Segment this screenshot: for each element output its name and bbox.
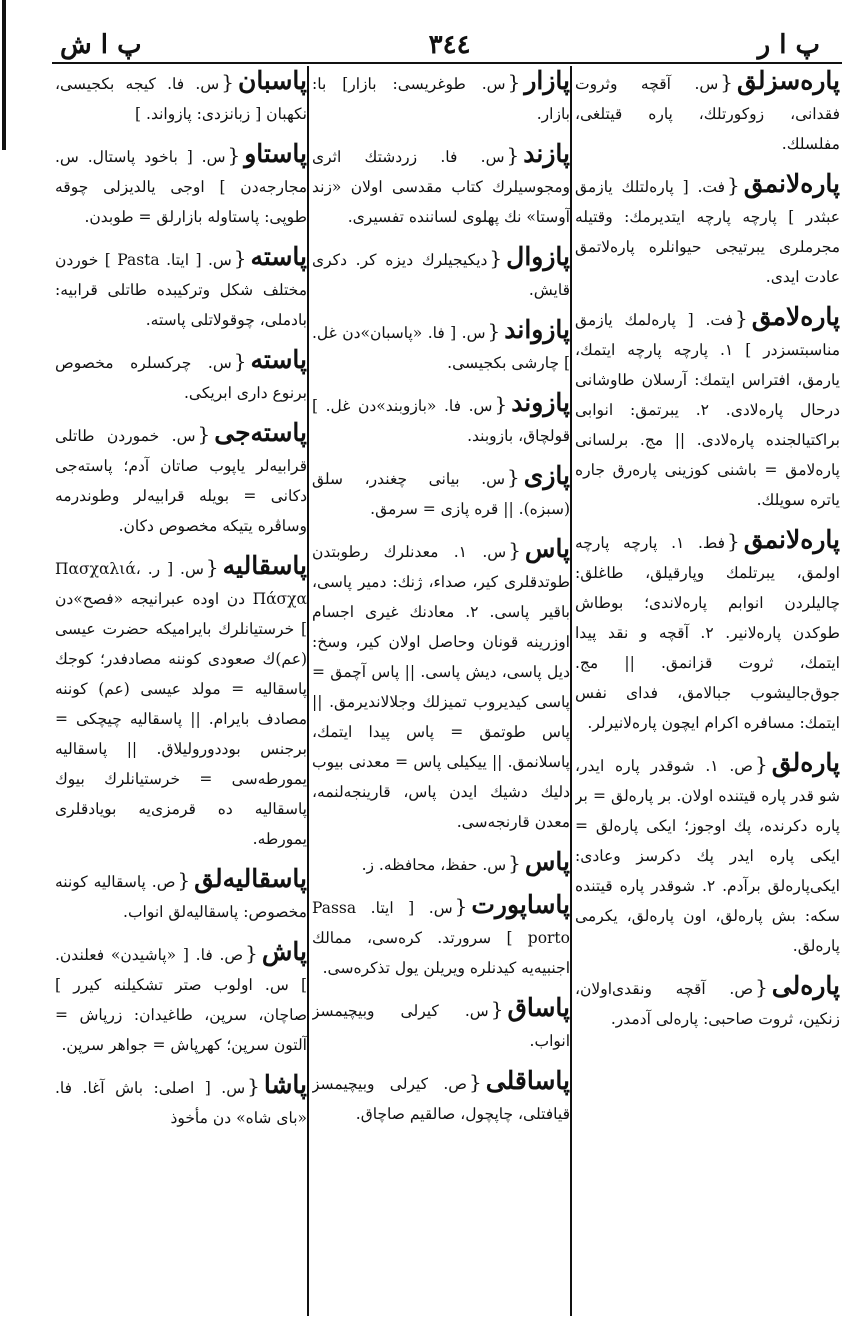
definition-text: س. حفظ، محافظه. ز. (361, 856, 507, 874)
headword: پاشا (263, 1070, 307, 1099)
brace-glyph: { (177, 868, 191, 892)
definition-text: ص. کیرلی وبیچیمسز قیافتلی، چاپچول، صالقیم صاچاق. (312, 1075, 570, 1123)
column-left (55, 66, 307, 1316)
brace-glyph: { (508, 851, 521, 875)
dictionary-entry (312, 66, 570, 129)
definition-text: ص. فا. [ «پاشیدن» فعلندن. ] س. اولوب صتر تشکیلنه کیرر ] صاچان، سرپن، طاغیدان: زرپاش = آلتون سرپن؛ کهرپاش = جواهر سرپن. (55, 946, 307, 1054)
headword: پازند (523, 139, 570, 168)
brace-glyph: { (197, 422, 211, 446)
dictionary-entry (312, 1066, 570, 1129)
headword: پازوند (511, 388, 570, 417)
headword: پاساق (507, 993, 570, 1022)
definition-text: س. خموردن طاتلی قرابیه‌لر یاپوب صاتان آدم؛ پاسته‌جی دکانی = بویله قرابیه‌لر وطوندرمه وساڤره یتیکه مخصوص دکان. (55, 427, 307, 535)
dictionary-entry (55, 1070, 307, 1133)
definition-text: س. طوغریسی: بازار] با: بازار. (312, 75, 570, 123)
headword: پاره‌لی (771, 971, 840, 1000)
definition-text: ص. پاسقالیه کوننه مخصوص: پاسقالیه‌لق انواب. (55, 873, 307, 921)
definition-text: س. فا. زردشتك اثری ومجوسیلرك کتاب مقدسی اولان «زند آوستا» نك پهلوی لساننده تفسیری. (312, 148, 570, 226)
headword: پاس (524, 847, 570, 876)
dictionary-entry (575, 525, 840, 738)
definition-text: س. [ ایتا. Passa porto ] سرورتد. کره‌سی، ممالك اجنبیه‌یه کیدنلره ویریلن یول تذکره‌سی. (312, 899, 570, 977)
brace-glyph: { (233, 349, 247, 373)
definition-text: س. [ اصلی: باش آغا. فا. «بای شاه» دن مأخوذ (55, 1079, 307, 1127)
header-left-letters: پ ا ش (60, 30, 142, 60)
dictionary-entry (312, 847, 570, 880)
dictionary-entry (312, 461, 570, 524)
dictionary-entry (55, 418, 307, 541)
dictionary-entry (312, 993, 570, 1056)
headword: پاسته (250, 242, 307, 271)
brace-glyph: { (489, 246, 503, 270)
definition-text: س. کیرلی وبیچیمسز انواب. (312, 1002, 570, 1050)
definition-text: ص. آقچه ونقدی‌اولان، زنکین، ثروت صاحبی: پاره‌لی آدمدر. (575, 980, 840, 1028)
header-right-letters: پ ا ر (757, 30, 820, 60)
column-divider (570, 66, 572, 1316)
header-rule (52, 62, 842, 64)
brace-glyph: { (507, 70, 521, 94)
headword: پاس (524, 534, 570, 563)
dictionary-entry (55, 66, 307, 129)
brace-glyph: { (205, 555, 219, 579)
brace-glyph: { (233, 246, 247, 270)
headword: پاسته (250, 345, 307, 374)
headword: پازی (523, 461, 570, 490)
brace-glyph: { (735, 306, 748, 330)
brace-glyph: { (755, 975, 768, 999)
dictionary-entry (312, 315, 570, 378)
dictionary-entry (55, 937, 307, 1060)
definition-text: س. چرکسلره مخصوص برنوع داری ابریکی. (55, 354, 307, 402)
headword: پاره‌لانمق (743, 169, 840, 198)
page-number: ٣٤٤ (428, 30, 471, 60)
definition-text: س. ١. معدنلرك رطوبتدن طوتدقلری کیر، صداء، ژنك: دمیر پاسی، باقیر پاسی. ٢. معادنك غیری اجسام اوزرینه قونان وحاصل اولان کیر، وسخ: دیل پاسی، دیش پاسی. || پاس آچمق = پاسی کیدیروب تمیزلك وجلالاندیرمق. || پاس طوتمق = پاس پیدا ایتمك، پاسلانمق. || ییکیلی پاس = معدنی بیوب دلیك دشیك ایدن پاس، قارینجه‌لنمه، معدن قارنجه‌سی. (312, 543, 570, 831)
headword: پاسبان (237, 66, 307, 95)
definition-text: دیکیجیلرك دیزه کر. دکری قایش. (312, 251, 570, 299)
definition-text: فط. ١. پارچه پارچه اولمق، یبرتلمك وپارقیلق، طاغلق: چالیلردن انوابم پاره‌لاندی؛ بوطاش طوکدن پاره‌لانیر. ٢. آقچه و نقد پیدا ایتمك، ثروت قزانمق. || مج. جوق‌جالیشوب جبالامق، فدای نفس ایتمك: مسافره اکرام ایچون پاره‌لانیرلر. (575, 534, 840, 732)
brace-glyph: { (454, 894, 468, 918)
definition-text: فت. [ پاره‌لمك یازمق مناسبتسزدر ] ١. پارچه پارچه ایتمك، یارمق، افتراس ایتمك: آرسلان طاوشانی درحال پاره‌لادی. ٢. یبرتمق: انوابی براکتیالجنده پاره‌لادی. || مج. برلسانی پاره‌لامق = باشنی کوزینی پاره‌رق جاره یاتره سویلك. (575, 311, 840, 509)
headword: پاش (261, 937, 307, 966)
definition-text: ص. ١. شوقدر پاره ایدر، شو قدر پاره قیتنده اولان. بر پاره‌لق = بر پاره دکرنده، پك اوجوز؛ ایکی پاره‌لق = ایکی پاره ایدر پك دکرسز وعادی: ایکی‌پاره‌لق برآدم. ٢. شوقدر پاره قیتنده سکه: بش پاره‌لق، اون پاره‌لق، یکرمی پاره‌لق. (575, 757, 840, 955)
column-divider (307, 66, 309, 1316)
headword: پازوال (506, 242, 570, 271)
dictionary-entry (312, 139, 570, 232)
headword: پازواند (504, 315, 570, 344)
brace-glyph: { (507, 465, 520, 489)
definition-text: س. [ فا. «پاسبان»دن غل. ] چارشی بکجیسی. (312, 324, 570, 372)
brace-glyph: { (508, 538, 521, 562)
page-edge-line (2, 0, 6, 150)
dictionary-entry (575, 748, 840, 961)
headword: پاسته‌جی (214, 418, 307, 447)
dictionary-entry (312, 534, 570, 837)
column-right (575, 66, 840, 1316)
dictionary-entry (55, 242, 307, 335)
headword: پاره‌سزلق (737, 66, 840, 95)
dictionary-entry (312, 242, 570, 305)
dictionary-entry (312, 388, 570, 451)
headword: پاره‌لانمق (743, 525, 840, 554)
column-middle (312, 66, 570, 1316)
dictionary-entry (575, 302, 840, 515)
dictionary-entry (55, 139, 307, 232)
dictionary-entry (575, 971, 840, 1034)
headword: پاره‌لق (771, 748, 840, 777)
brace-glyph: { (227, 143, 241, 167)
headword: پاستاو (244, 139, 307, 168)
definition-text: س. [ باخود پاستال. س. مجارجه‌دن ] اوجی یالدیزلی چوقه طوپی: پاستاوله بازارلق = طوبدن. (55, 148, 307, 226)
definition-text: س. [ ر. Πασχαλιά، Πάσχα دن اوده عبرانیجه «فصح»دن ] خرستیانلرك بایرامیکه حضرت عیسی (عم)ك صعودی کوننه مصادفدر؛ کوجك پاسقالیه = مولد عیسی (عم) کوننه مصادف بایرام. || پاسقالیه چیچکی = برجنس بوددورولیلاق. || پاسقالیه یمورطه‌سی = خرستیانلرك بیوك پاسقالیه ده قرمزی‌یه بویادقلری یمورطه. (55, 560, 307, 848)
definition-text: س. [ ایتا. Pasta ] خوردن مختلف شکل وترکیبده طاتلی قرابیه: بادملی، چوقولاتلی پاسته. (55, 251, 307, 329)
definition-text: س. فا. کیجه بکجیسی، نکهبان [ زبانزدی: پازواند. ] (55, 75, 307, 123)
brace-glyph: { (727, 529, 740, 553)
brace-glyph: { (469, 1070, 482, 1094)
definition-text: س. فا. «بازوبند»دن غل. ] قولچاق، بازوبند. (312, 397, 570, 445)
brace-glyph: { (720, 70, 734, 94)
dictionary-entry (575, 169, 840, 292)
dictionary-entry (312, 890, 570, 983)
brace-glyph: { (494, 392, 508, 416)
dictionary-entry (575, 66, 840, 159)
brace-glyph: { (245, 941, 258, 965)
brace-glyph: { (487, 319, 501, 343)
brace-glyph: { (506, 143, 520, 167)
headword: پاساپورت (471, 890, 570, 919)
brace-glyph: { (755, 752, 768, 776)
headword: پاساقلی (485, 1066, 570, 1095)
headword: پاسقالیه‌لق (194, 864, 307, 893)
definition-text: س. بیانی چغندر، سلق (سبزه). || قره پازی = سرمق. (312, 470, 570, 518)
headword: پاسقالیه (222, 551, 307, 580)
dictionary-entry (55, 345, 307, 408)
dictionary-entry (55, 551, 307, 854)
headword: پازار (524, 66, 570, 95)
definition-text: فت. [ پاره‌لتلك‌ یازمق عبثدر ] پارچه پارچه ایتدیرمك: وقتیله مجرملری یبرتیجی حیوانلره پاره‌لاتمق عادت ایدی. (575, 178, 840, 286)
definition-text: س. آقچه وثروت فقدانی، زوکورتلك، پاره قیتلغی، مفلسلك. (575, 75, 840, 153)
headword: پاره‌لامق (751, 302, 840, 331)
brace-glyph: { (221, 70, 234, 94)
brace-glyph: { (727, 173, 740, 197)
dictionary-entry (55, 864, 307, 927)
brace-glyph: { (247, 1074, 260, 1098)
page-header (60, 30, 820, 60)
brace-glyph: { (490, 997, 504, 1021)
